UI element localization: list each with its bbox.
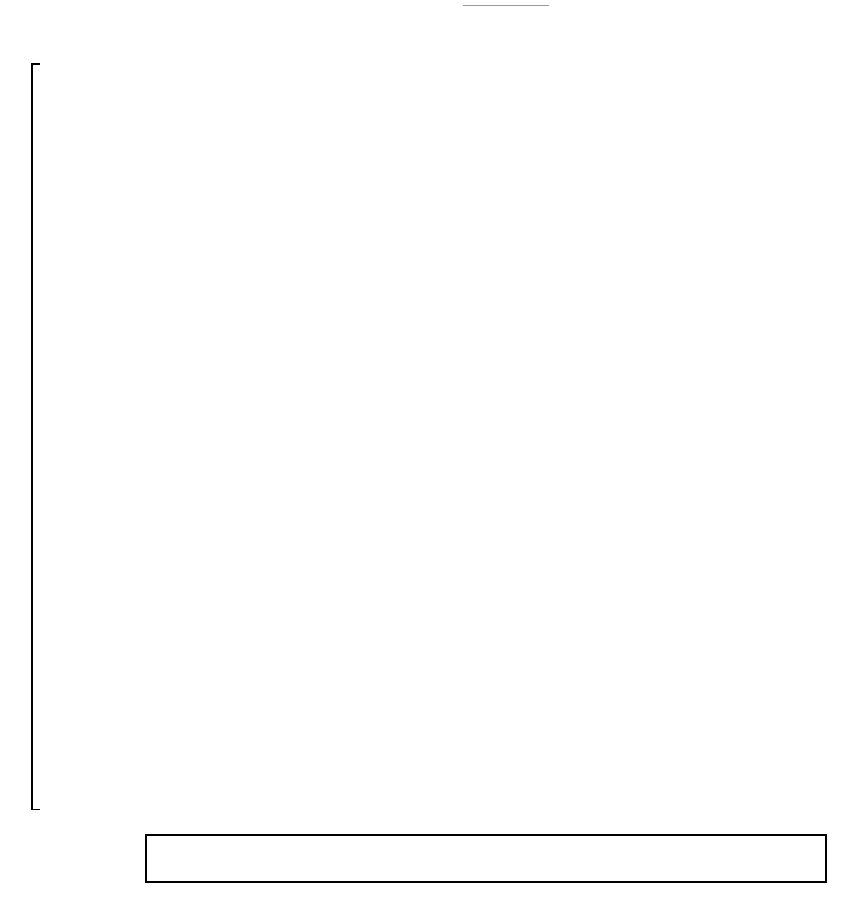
bracket-bottom-arm <box>31 809 40 811</box>
major-tissues-bracket <box>31 63 33 810</box>
bracket-top-arm <box>31 63 40 65</box>
legend <box>145 834 827 883</box>
